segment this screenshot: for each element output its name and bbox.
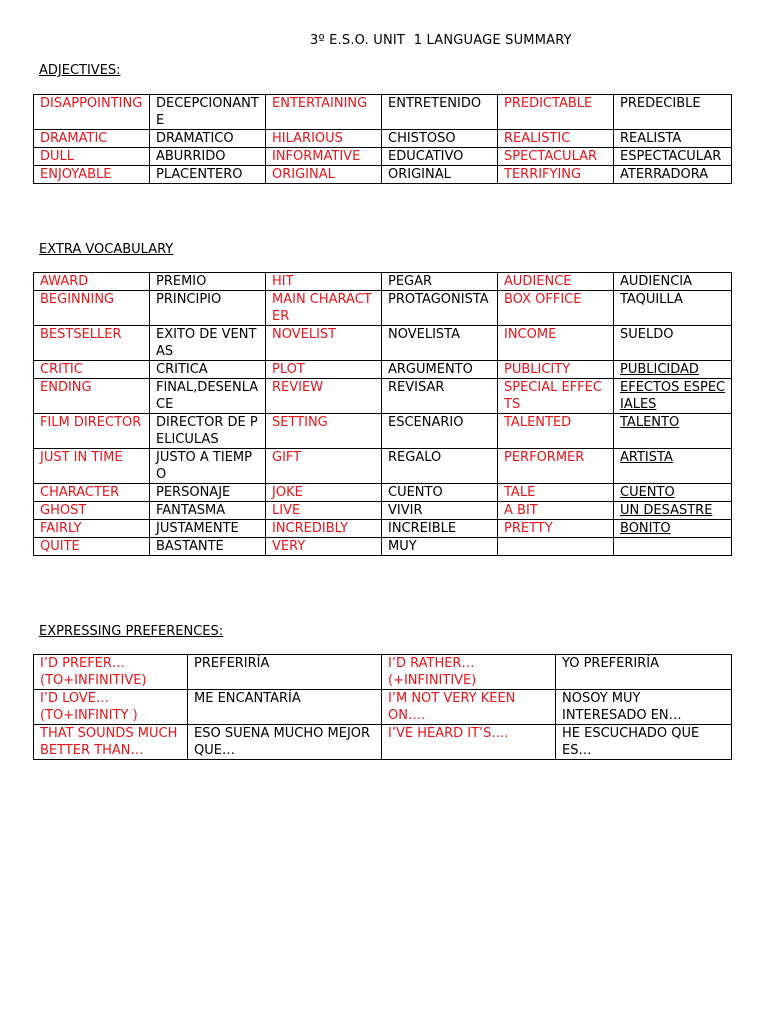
- cell-text: CRITICA: [156, 362, 208, 377]
- english-term-cell: [266, 361, 382, 379]
- english-term-cell: [382, 725, 556, 760]
- english-term-cell: [498, 148, 614, 166]
- cell-text: PREDICTABLE: [504, 96, 593, 111]
- cell-text: DRAMATIC: [40, 131, 108, 146]
- cell-text: HE ESCUCHADO QUE ES…: [562, 726, 700, 758]
- cell-text: FILM DIRECTOR: [40, 415, 142, 430]
- cell-text: PLACENTERO: [156, 167, 243, 182]
- spanish-translation-cell: [188, 655, 382, 690]
- cell-text: BEGINNING: [40, 292, 115, 307]
- cell-text: ENTRETENIDO: [388, 96, 482, 111]
- table-row: [34, 361, 732, 379]
- spanish-translation-cell: [614, 538, 732, 556]
- spanish-translation-cell: [614, 484, 732, 502]
- cell-text: YO PREFERIRÍA: [562, 656, 659, 671]
- english-term-cell: [34, 130, 150, 148]
- cell-text: ENJOYABLE: [40, 167, 112, 182]
- cell-text: TALENTO: [620, 415, 680, 430]
- spanish-translation-cell: [614, 449, 732, 484]
- english-term-cell: [266, 538, 382, 556]
- cell-text: ABURRIDO: [156, 149, 226, 164]
- english-term-cell: [266, 520, 382, 538]
- cell-text: PLOT: [272, 362, 305, 377]
- cell-text: BESTSELLER: [40, 327, 122, 342]
- table-row: [34, 520, 732, 538]
- table-row: [34, 291, 732, 326]
- spanish-translation-cell: [382, 291, 498, 326]
- cell-text: SUELDO: [620, 327, 674, 342]
- cell-text: AUDIENCE: [504, 274, 572, 289]
- spanish-translation-cell: [382, 273, 498, 291]
- spanish-translation-cell: [382, 484, 498, 502]
- english-term-cell: [34, 95, 150, 130]
- cell-text: FANTASMA: [156, 503, 226, 518]
- english-term-cell: [34, 291, 150, 326]
- table-row: [34, 379, 732, 414]
- spanish-translation-cell: [614, 273, 732, 291]
- english-term-cell: [266, 166, 382, 184]
- spanish-translation-cell: [382, 326, 498, 361]
- table-row: [34, 725, 732, 760]
- cell-text: PUBLICITY: [504, 362, 571, 377]
- cell-text: I’D PREFER… (TO+INFINITIVE): [40, 656, 147, 688]
- cell-text: PRETTY: [504, 521, 553, 536]
- cell-text: ARTISTA: [620, 450, 673, 465]
- spanish-translation-cell: [614, 291, 732, 326]
- cell-text: I’M NOT VERY KEEN ON….: [388, 691, 516, 723]
- cell-text: ENDING: [40, 380, 92, 395]
- english-term-cell: [498, 361, 614, 379]
- cell-text: INFORMATIVE: [272, 149, 361, 164]
- cell-text: JUSTO A TIEMPO: [156, 450, 252, 482]
- english-term-cell: [382, 655, 556, 690]
- english-term-cell: [266, 148, 382, 166]
- spanish-translation-cell: [150, 326, 266, 361]
- extra-vocabulary-table: [33, 272, 732, 556]
- cell-text: SETTING: [272, 415, 328, 430]
- spanish-translation-cell: [614, 414, 732, 449]
- spanish-translation-cell: [382, 379, 498, 414]
- spanish-translation-cell: [150, 449, 266, 484]
- cell-text: VERY: [272, 539, 306, 554]
- table-row: [34, 130, 732, 148]
- cell-text: INCREIBLE: [388, 521, 457, 536]
- spanish-translation-cell: [150, 379, 266, 414]
- english-term-cell: [498, 326, 614, 361]
- cell-text: AWARD: [40, 274, 89, 289]
- english-term-cell: [498, 166, 614, 184]
- spanish-translation-cell: [150, 166, 266, 184]
- cell-text: ENTERTAINING: [272, 96, 368, 111]
- spanish-translation-cell: [614, 166, 732, 184]
- table-row: [34, 148, 732, 166]
- english-term-cell: [266, 502, 382, 520]
- cell-text: PEGAR: [388, 274, 433, 289]
- spanish-translation-cell: [382, 130, 498, 148]
- english-term-cell: [266, 130, 382, 148]
- spanish-translation-cell: [188, 725, 382, 760]
- english-term-cell: [34, 361, 150, 379]
- cell-text: ESPECTACULAR: [620, 149, 722, 164]
- cell-text: TALENTED: [504, 415, 572, 430]
- cell-text: BONITO: [620, 521, 671, 536]
- spanish-translation-cell: [382, 502, 498, 520]
- cell-text: I’D RATHER… (+INFINITIVE): [388, 656, 477, 688]
- cell-text: REALISTA: [620, 131, 682, 146]
- spanish-translation-cell: [150, 148, 266, 166]
- cell-text: CHARACTER: [40, 485, 120, 500]
- table-row: [34, 655, 732, 690]
- english-term-cell: [498, 502, 614, 520]
- cell-text: DRAMATICO: [156, 131, 234, 146]
- spanish-translation-cell: [150, 130, 266, 148]
- table-row: [34, 166, 732, 184]
- cell-text: PUBLICIDAD: [620, 362, 699, 377]
- cell-text: I’D LOVE… (TO+INFINITY ): [40, 691, 138, 723]
- spanish-translation-cell: [614, 148, 732, 166]
- table-row: [34, 95, 732, 130]
- cell-text: CUENTO: [620, 485, 675, 500]
- spanish-translation-cell: [150, 520, 266, 538]
- cell-text: NOVELISTA: [388, 327, 460, 342]
- cell-text: DECEPCIONANTE: [156, 96, 259, 128]
- spanish-translation-cell: [614, 95, 732, 130]
- page-title: 3º E.S.O. UNIT 1 LANGUAGE SUMMARY: [310, 33, 572, 48]
- table-row: [34, 273, 732, 291]
- cell-text: CRITIC: [40, 362, 83, 377]
- cell-text: MUY: [388, 539, 417, 554]
- cell-text: DISAPPOINTING: [40, 96, 143, 111]
- cell-text: PREFERIRÍA: [194, 656, 270, 671]
- english-term-cell: [498, 414, 614, 449]
- cell-text: TAQUILLA: [620, 292, 683, 307]
- spanish-translation-cell: [382, 148, 498, 166]
- cell-text: AUDIENCIA: [620, 274, 692, 289]
- spanish-translation-cell: [614, 361, 732, 379]
- cell-text: TERRIFYING: [504, 167, 582, 182]
- english-term-cell: [266, 484, 382, 502]
- spanish-translation-cell: [150, 273, 266, 291]
- spanish-translation-cell: [382, 538, 498, 556]
- preferences-table: [33, 654, 732, 760]
- cell-text: VIVIR: [388, 503, 423, 518]
- english-term-cell: [34, 655, 188, 690]
- cell-text: EXITO DE VENTAS: [156, 327, 257, 359]
- english-term-cell: [382, 690, 556, 725]
- cell-text: EFECTOS ESPECIALES: [620, 380, 726, 412]
- english-term-cell: [498, 130, 614, 148]
- english-term-cell: [498, 538, 614, 556]
- cell-text: CUENTO: [388, 485, 443, 500]
- spanish-translation-cell: [382, 95, 498, 130]
- cell-text: PERSONAJE: [156, 485, 231, 500]
- table-row: [34, 690, 732, 725]
- english-term-cell: [498, 379, 614, 414]
- cell-text: REVISAR: [388, 380, 445, 395]
- cell-text: QUITE: [40, 539, 80, 554]
- cell-text: JOKE: [272, 485, 303, 500]
- cell-text: PERFORMER: [504, 450, 585, 465]
- cell-text: ESO SUENA MUCHO MEJOR QUE…: [194, 726, 371, 758]
- preferences-table-body: [34, 655, 732, 760]
- english-term-cell: [498, 273, 614, 291]
- adjectives-table-body: [34, 95, 732, 184]
- english-term-cell: [498, 520, 614, 538]
- spanish-translation-cell: [614, 379, 732, 414]
- cell-text: ORIGINAL: [272, 167, 335, 182]
- cell-text: I’VE HEARD IT’S….: [388, 726, 509, 741]
- cell-text: INCREDIBLY: [272, 521, 349, 536]
- cell-text: EDUCATIVO: [388, 149, 464, 164]
- cell-text: A BIT: [504, 503, 538, 518]
- spanish-translation-cell: [150, 291, 266, 326]
- spanish-translation-cell: [150, 414, 266, 449]
- spanish-translation-cell: [556, 655, 732, 690]
- cell-text: PROTAGONISTA: [388, 292, 489, 307]
- spanish-translation-cell: [556, 690, 732, 725]
- spanish-translation-cell: [556, 725, 732, 760]
- english-term-cell: [266, 326, 382, 361]
- english-term-cell: [266, 449, 382, 484]
- spanish-translation-cell: [614, 502, 732, 520]
- cell-text: SPECIAL EFFECTS: [504, 380, 602, 412]
- spanish-translation-cell: [150, 361, 266, 379]
- cell-text: HIT: [272, 274, 294, 289]
- spanish-translation-cell: [614, 130, 732, 148]
- adjectives-heading: ADJECTIVES:: [39, 63, 121, 78]
- cell-text: GHOST: [40, 503, 87, 518]
- cell-text: REALISTIC: [504, 131, 571, 146]
- english-term-cell: [34, 690, 188, 725]
- english-term-cell: [34, 148, 150, 166]
- spanish-translation-cell: [614, 326, 732, 361]
- english-term-cell: [498, 291, 614, 326]
- cell-text: REVIEW: [272, 380, 324, 395]
- english-term-cell: [34, 273, 150, 291]
- english-term-cell: [34, 502, 150, 520]
- english-term-cell: [266, 291, 382, 326]
- cell-text: ATERRADORA: [620, 167, 709, 182]
- table-row: [34, 449, 732, 484]
- adjectives-table: [33, 94, 732, 184]
- cell-text: BOX OFFICE: [504, 292, 582, 307]
- spanish-translation-cell: [150, 95, 266, 130]
- cell-text: PRINCIPIO: [156, 292, 222, 307]
- english-term-cell: [498, 95, 614, 130]
- cell-text: DULL: [40, 149, 75, 164]
- extra-vocabulary-heading: EXTRA VOCABULARY: [39, 242, 174, 257]
- cell-text: ESCENARIO: [388, 415, 464, 430]
- cell-text: TALE: [504, 485, 536, 500]
- english-term-cell: [266, 95, 382, 130]
- cell-text: INCOME: [504, 327, 557, 342]
- cell-text: GIFT: [272, 450, 302, 465]
- spanish-translation-cell: [382, 520, 498, 538]
- cell-text: REGALO: [388, 450, 442, 465]
- spanish-translation-cell: [382, 166, 498, 184]
- table-row: [34, 414, 732, 449]
- cell-text: PREDECIBLE: [620, 96, 701, 111]
- cell-text: PREMIO: [156, 274, 207, 289]
- english-term-cell: [266, 379, 382, 414]
- cell-text: ME ENCANTARÍA: [194, 691, 301, 706]
- spanish-translation-cell: [382, 414, 498, 449]
- english-term-cell: [34, 166, 150, 184]
- cell-text: MAIN CHARACTER: [272, 292, 372, 324]
- cell-text: JUST IN TIME: [40, 450, 123, 465]
- english-term-cell: [34, 484, 150, 502]
- english-term-cell: [34, 520, 150, 538]
- cell-text: NOVELIST: [272, 327, 337, 342]
- english-term-cell: [498, 484, 614, 502]
- cell-text: LIVE: [272, 503, 301, 518]
- cell-text: UN DESASTRE: [620, 503, 713, 518]
- preferences-heading: EXPRESSING PREFERENCES:: [39, 624, 224, 639]
- english-term-cell: [34, 449, 150, 484]
- spanish-translation-cell: [382, 449, 498, 484]
- spanish-translation-cell: [382, 361, 498, 379]
- cell-text: THAT SOUNDS MUCH BETTER THAN…: [40, 726, 178, 758]
- spanish-translation-cell: [614, 520, 732, 538]
- table-row: [34, 502, 732, 520]
- table-row: [34, 326, 732, 361]
- english-term-cell: [34, 725, 188, 760]
- english-term-cell: [34, 326, 150, 361]
- cell-text: ARGUMENTO: [388, 362, 473, 377]
- english-term-cell: [34, 538, 150, 556]
- english-term-cell: [266, 414, 382, 449]
- spanish-translation-cell: [188, 690, 382, 725]
- cell-text: SPECTACULAR: [504, 149, 598, 164]
- cell-text: FINAL,DESENLACE: [156, 380, 259, 412]
- cell-text: BASTANTE: [156, 539, 224, 554]
- cell-text: ORIGINAL: [388, 167, 451, 182]
- extra-vocabulary-table-body: [34, 273, 732, 556]
- cell-text: NOSOY MUY INTERESADO EN…: [562, 691, 682, 723]
- english-term-cell: [498, 449, 614, 484]
- english-term-cell: [34, 414, 150, 449]
- english-term-cell: [266, 273, 382, 291]
- spanish-translation-cell: [150, 484, 266, 502]
- table-row: [34, 538, 732, 556]
- spanish-translation-cell: [150, 538, 266, 556]
- cell-text: CHISTOSO: [388, 131, 456, 146]
- english-term-cell: [34, 379, 150, 414]
- cell-text: HILARIOUS: [272, 131, 343, 146]
- spanish-translation-cell: [150, 502, 266, 520]
- cell-text: FAIRLY: [40, 521, 82, 536]
- cell-text: DIRECTOR DE PELICULAS: [156, 415, 258, 447]
- table-row: [34, 484, 732, 502]
- cell-text: JUSTAMENTE: [156, 521, 239, 536]
